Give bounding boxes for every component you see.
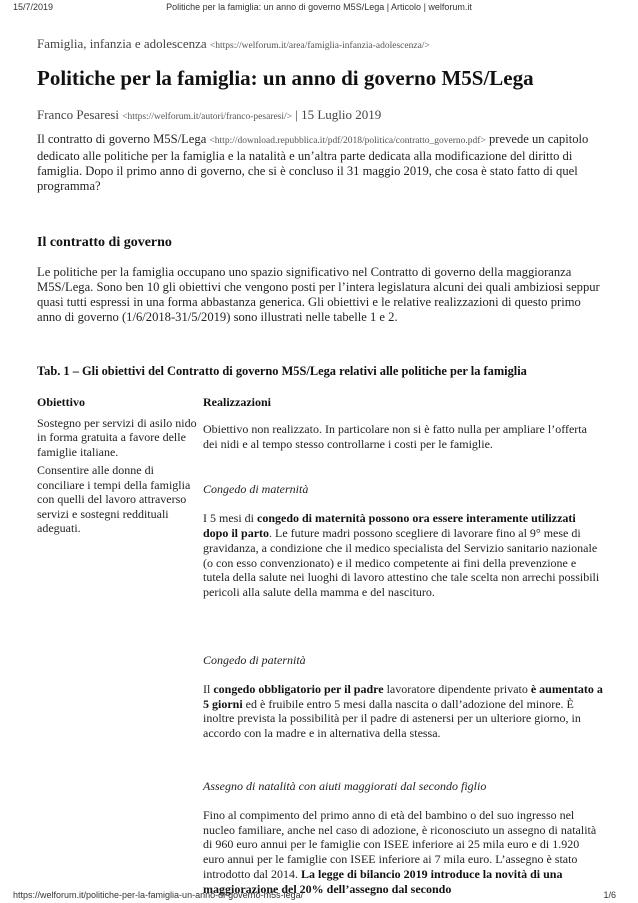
subsection-heading-paternity: Congedo di paternità	[203, 652, 306, 667]
table-header-realizations: Realizzazioni	[203, 395, 271, 409]
table-cell-maternity: I 5 mesi di congedo di maternità possono ora essere interamente utilizzati dopo il parto. Le future madri possono scegliere di lavorare fino al 9° mese di gravidanza, a condizione che il medico specialista del Servizio sanitario nazionale (o con esso convenzionato) e il medico competente ai fini della prevenzione e tutela della salute nei luoghi di lavoro attestino che tale scelta non arrechi possibili pericoli alla salute della mamma e del nascituro.	[203, 511, 600, 600]
body-paragraph: Le politiche per la famiglia occupano uno spazio significativo nel Contratto di governo della maggioranza M5S/Lega. Sono ben 10 gli obiettivi che vengono posti per l’intera legislatura alcuni dei quali ambiziosi seppur quasi tutti espressi in una forma abbastanza generica. Gli obiettivi e le relative realizzazioni di questo primo anno di governo (1/6/2018-31/5/2019) sono illustrati nelle tabelle 1 e 2.	[37, 265, 600, 324]
publish-date: | 15 Luglio 2019	[295, 107, 382, 122]
category-url[interactable]: <https://welforum.it/area/famiglia-infanzia-adolescenza/>	[209, 41, 430, 51]
print-url: https://welforum.it/politiche-per-la-famiglia-un-anno-di-governo-m5s-lega/	[13, 890, 304, 900]
intro-text: prevede un capitolo dedicato alle politiche per la famiglia e la natalità e un’altra parte dedicata alla modificazione del diritto di famiglia. Dopo il primo anno di governo, che si è concluso il 31 maggio 2019, che cosa è stato fatto di quel programma?	[37, 132, 589, 193]
intro-paragraph	[37, 132, 602, 194]
table-cell: Consentire alle donne di conciliare i tempi della famiglia con quelli del lavoro attraverso servizi e sostegni reddituali adeguati.	[37, 463, 191, 535]
section-heading: Il contratto di governo	[37, 235, 172, 250]
table-column-objectives	[37, 395, 197, 540]
page-number: 1/6	[603, 890, 616, 900]
author-url[interactable]: <https://welforum.it/autori/franco-pesaresi/>	[122, 112, 292, 122]
table-header-objective: Obiettivo	[37, 395, 85, 409]
print-title: Politiche per la famiglia: un anno di governo M5S/Lega | Articolo | welforum.it	[166, 2, 472, 12]
intro-link[interactable]: Il contratto di governo M5S/Lega	[37, 132, 207, 146]
print-header	[0, 0, 638, 14]
intro-url[interactable]: <http://download.repubblica.it/pdf/2018/politica/contratto_governo.pdf>	[209, 136, 486, 146]
table-column-realizations	[203, 395, 603, 897]
print-footer	[0, 889, 638, 903]
table-cell-birth-allowance: Fino al compimento del primo anno di età del bambino o del suo ingresso nel nucleo familiare, anche nel caso di adozione, è riconosciuto un assegno di natalità di 960 euro annui per le famiglie con ISEE inferiore ai 25 mila euro e di 1.920 euro annui per le famiglie con ISEE inferiore ai 7 mila euro. L’assegno è stato introdotto dal 2014. La legge di bilancio 2019 introduce la novità di una maggiorazione del 20% dell’assegno dal secondo	[203, 807, 597, 896]
category-link[interactable]: Famiglia, infanzia e adolescenza	[37, 36, 207, 51]
table-cell-paternity: Il congedo obbligatorio per il padre lavoratore dipendente privato è aumentato a 5 giorni ed è fruibile entro 5 mesi dalla nascita o dall’adozione del minore. È inoltre prevista la possibilità per il padre di astenersi per un ulteriore giorno, in accordo con la madre e in alternativa della stessa.	[203, 681, 603, 741]
author-link[interactable]: Franco Pesaresi	[37, 107, 119, 122]
page-title: Politiche per la famiglia: un anno di governo M5S/Lega	[37, 66, 534, 90]
table-cell: Sostegno per servizi di asilo nido in forma gratuita a favore delle famiglie italiane.	[37, 415, 197, 459]
table-title: Tab. 1 – Gli obiettivi del Contratto di governo M5S/Lega relativi alle politiche per la famiglia	[37, 364, 527, 378]
table-cell: Obiettivo non realizzato. In particolare non si è fatto nulla per ampliare l’offerta dei nidi e al tempo stesso controllarne i costi per le famiglie.	[203, 421, 587, 451]
subsection-heading-maternity: Congedo di maternità	[203, 482, 309, 497]
print-date: 15/7/2019	[13, 2, 54, 12]
category-line	[37, 36, 430, 52]
subsection-heading-birth-allowance: Assegno di natalità con aiuti maggiorati dal secondo figlio	[203, 778, 487, 793]
author-line	[37, 107, 381, 123]
